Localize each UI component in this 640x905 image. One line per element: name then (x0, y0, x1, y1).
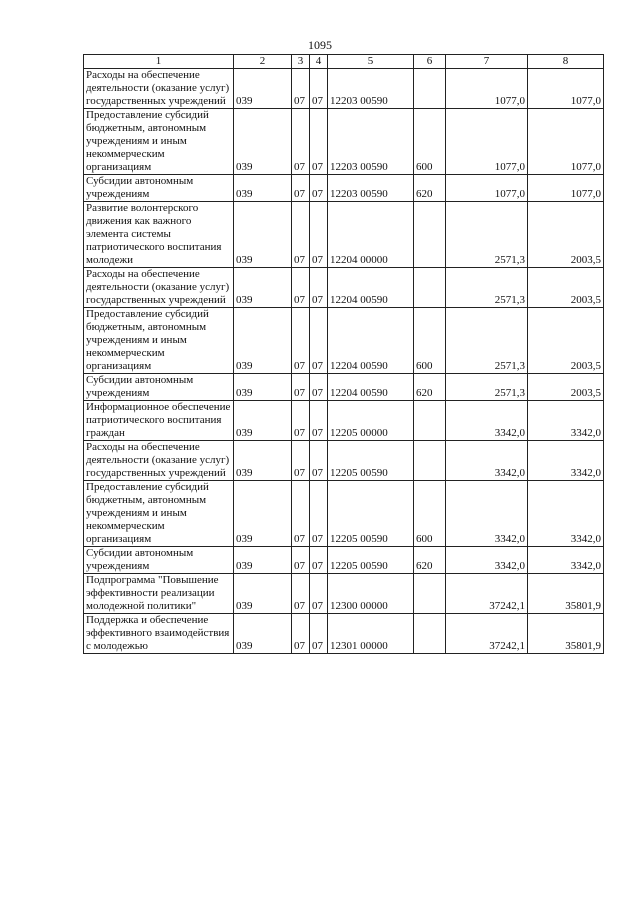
amount-cell: 3342,0 (528, 441, 604, 481)
description-cell: Предоставление субсидий бюджетным, автономным учреждениям и иным некоммерческим организациям (84, 109, 234, 175)
amount-cell: 35801,9 (528, 574, 604, 614)
target-article-cell: 12204 00590 (328, 308, 414, 374)
expense-type-cell (414, 574, 446, 614)
subsection-cell: 07 (310, 401, 328, 441)
target-article-cell: 12205 00000 (328, 401, 414, 441)
table-row (84, 374, 604, 401)
header-cell: 3 (292, 55, 310, 69)
amount-cell: 1077,0 (446, 69, 528, 109)
ministry-code-cell: 039 (234, 547, 292, 574)
ministry-code-cell: 039 (234, 308, 292, 374)
section-cell: 07 (292, 374, 310, 401)
amount-cell: 3342,0 (528, 401, 604, 441)
table-row (84, 69, 604, 109)
expense-type-cell: 600 (414, 109, 446, 175)
amount-cell: 3342,0 (446, 547, 528, 574)
section-cell: 07 (292, 268, 310, 308)
amount-cell: 2571,3 (446, 374, 528, 401)
table-row (84, 481, 604, 547)
section-cell: 07 (292, 109, 310, 175)
ministry-code-cell: 039 (234, 441, 292, 481)
table-row (84, 268, 604, 308)
ministry-code-cell: 039 (234, 374, 292, 401)
ministry-code-cell: 039 (234, 614, 292, 654)
section-cell: 07 (292, 202, 310, 268)
header-cell: 7 (446, 55, 528, 69)
description-cell: Расходы на обеспечение деятельности (оказание услуг) государственных учреждений (84, 268, 234, 308)
description-cell: Информационное обеспечение патриотического воспитания граждан (84, 401, 234, 441)
table-row (84, 401, 604, 441)
ministry-code-cell: 039 (234, 69, 292, 109)
amount-cell: 3342,0 (446, 401, 528, 441)
amount-cell: 2003,5 (528, 374, 604, 401)
expense-type-cell (414, 69, 446, 109)
expense-type-cell: 620 (414, 175, 446, 202)
budget-table (83, 54, 604, 654)
section-cell: 07 (292, 69, 310, 109)
table-row (84, 109, 604, 175)
section-cell: 07 (292, 308, 310, 374)
target-article-cell: 12203 00590 (328, 109, 414, 175)
section-cell: 07 (292, 441, 310, 481)
amount-cell: 2003,5 (528, 308, 604, 374)
description-cell: Субсидии автономным учреждениям (84, 547, 234, 574)
table-header-row (84, 55, 604, 69)
description-cell: Предоставление субсидий бюджетным, автономным учреждениям и иным некоммерческим организациям (84, 308, 234, 374)
expense-type-cell (414, 441, 446, 481)
amount-cell: 2571,3 (446, 308, 528, 374)
target-article-cell: 12205 00590 (328, 441, 414, 481)
description-cell: Развитие волонтерского движения как важного элемента системы патриотического воспитания молодежи (84, 202, 234, 268)
table-row (84, 547, 604, 574)
description-cell: Предоставление субсидий бюджетным, автономным учреждениям и иным некоммерческим организациям (84, 481, 234, 547)
target-article-cell: 12301 00000 (328, 614, 414, 654)
subsection-cell: 07 (310, 202, 328, 268)
target-article-cell: 12203 00590 (328, 175, 414, 202)
amount-cell: 2571,3 (446, 268, 528, 308)
subsection-cell: 07 (310, 308, 328, 374)
section-cell: 07 (292, 574, 310, 614)
section-cell: 07 (292, 547, 310, 574)
amount-cell: 35801,9 (528, 614, 604, 654)
target-article-cell: 12204 00590 (328, 374, 414, 401)
expense-type-cell: 620 (414, 374, 446, 401)
amount-cell: 2003,5 (528, 202, 604, 268)
table-row (84, 175, 604, 202)
ministry-code-cell: 039 (234, 401, 292, 441)
section-cell: 07 (292, 614, 310, 654)
expense-type-cell: 600 (414, 308, 446, 374)
header-cell: 8 (528, 55, 604, 69)
target-article-cell: 12204 00000 (328, 202, 414, 268)
target-article-cell: 12204 00590 (328, 268, 414, 308)
description-cell: Субсидии автономным учреждениям (84, 175, 234, 202)
expense-type-cell (414, 401, 446, 441)
ministry-code-cell: 039 (234, 481, 292, 547)
subsection-cell: 07 (310, 268, 328, 308)
subsection-cell: 07 (310, 547, 328, 574)
ministry-code-cell: 039 (234, 109, 292, 175)
amount-cell: 3342,0 (446, 441, 528, 481)
amount-cell: 1077,0 (446, 175, 528, 202)
ministry-code-cell: 039 (234, 268, 292, 308)
ministry-code-cell: 039 (234, 574, 292, 614)
amount-cell: 3342,0 (528, 481, 604, 547)
header-cell: 4 (310, 55, 328, 69)
section-cell: 07 (292, 481, 310, 547)
subsection-cell: 07 (310, 109, 328, 175)
expense-type-cell (414, 202, 446, 268)
target-article-cell: 12300 00000 (328, 574, 414, 614)
description-cell: Расходы на обеспечение деятельности (оказание услуг) государственных учреждений (84, 441, 234, 481)
header-cell: 5 (328, 55, 414, 69)
ministry-code-cell: 039 (234, 175, 292, 202)
subsection-cell: 07 (310, 481, 328, 547)
amount-cell: 37242,1 (446, 574, 528, 614)
table-row (84, 308, 604, 374)
description-cell: Подпрограмма "Повышение эффективности реализации молодежной политики" (84, 574, 234, 614)
expense-type-cell (414, 614, 446, 654)
page-number: 1095 (308, 38, 332, 52)
table-row (84, 202, 604, 268)
table-row (84, 614, 604, 654)
subsection-cell: 07 (310, 374, 328, 401)
target-article-cell: 12205 00590 (328, 481, 414, 547)
subsection-cell: 07 (310, 69, 328, 109)
header-cell: 2 (234, 55, 292, 69)
subsection-cell: 07 (310, 175, 328, 202)
table-row (84, 441, 604, 481)
section-cell: 07 (292, 175, 310, 202)
amount-cell: 2003,5 (528, 268, 604, 308)
target-article-cell: 12203 00590 (328, 69, 414, 109)
target-article-cell: 12205 00590 (328, 547, 414, 574)
amount-cell: 37242,1 (446, 614, 528, 654)
section-cell: 07 (292, 401, 310, 441)
expense-type-cell: 600 (414, 481, 446, 547)
subsection-cell: 07 (310, 441, 328, 481)
ministry-code-cell: 039 (234, 202, 292, 268)
amount-cell: 3342,0 (446, 481, 528, 547)
amount-cell: 3342,0 (528, 547, 604, 574)
header-cell: 6 (414, 55, 446, 69)
description-cell: Расходы на обеспечение деятельности (оказание услуг) государственных учреждений (84, 69, 234, 109)
amount-cell: 2571,3 (446, 202, 528, 268)
amount-cell: 1077,0 (528, 69, 604, 109)
expense-type-cell: 620 (414, 547, 446, 574)
amount-cell: 1077,0 (528, 109, 604, 175)
table-row (84, 574, 604, 614)
subsection-cell: 07 (310, 614, 328, 654)
amount-cell: 1077,0 (446, 109, 528, 175)
subsection-cell: 07 (310, 574, 328, 614)
amount-cell: 1077,0 (528, 175, 604, 202)
expense-type-cell (414, 268, 446, 308)
description-cell: Субсидии автономным учреждениям (84, 374, 234, 401)
description-cell: Поддержка и обеспечение эффективного взаимодействия с молодежью (84, 614, 234, 654)
header-cell: 1 (84, 55, 234, 69)
